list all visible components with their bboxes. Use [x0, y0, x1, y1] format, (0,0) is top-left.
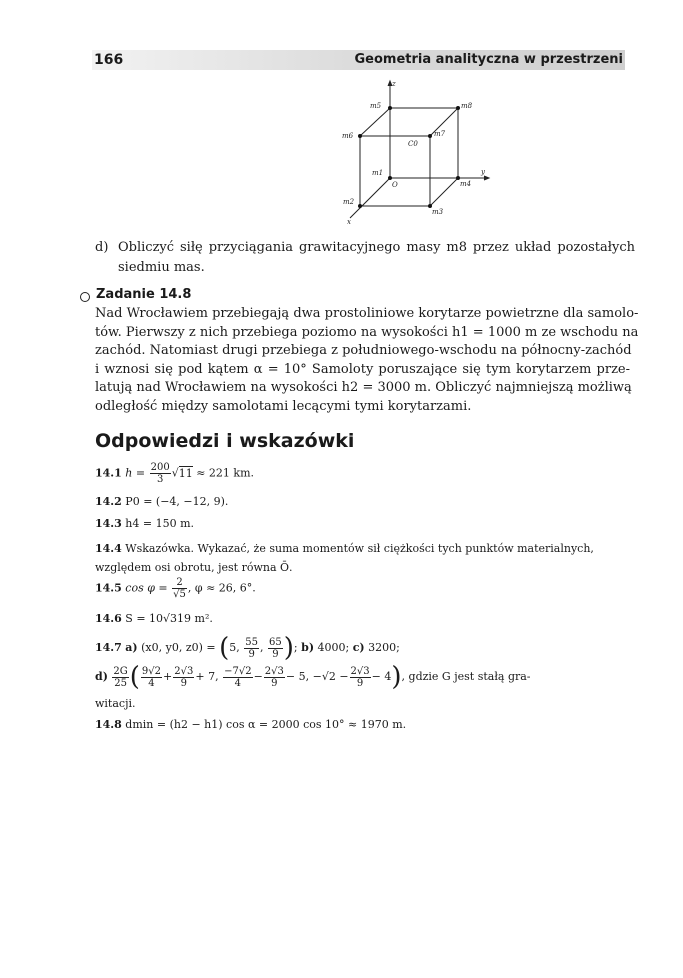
label-x: x: [347, 218, 351, 226]
point-m1: [388, 176, 392, 180]
circle-bullet-icon: [80, 292, 90, 302]
point-m6: [358, 134, 362, 138]
answer-14-2: 14.2 P0 = (−4, −12, 9).: [95, 495, 229, 508]
answer-14-7d: d) $\frac{2G}{25}$ ( $\frac{9√2}{4}$ + $\frac{2√3}{9}$ + 7, $\frac{-7√2}{4}$ − $\frac{2√3}{9}$ − 5, −√2 − $\frac{2√3}{9}$ − 4), gdzie G jest stałą gra-: [95, 662, 531, 692]
label-m5: m5: [370, 102, 382, 110]
answer-14-3: 14.3 h4 = 150 m.: [95, 517, 195, 530]
label-m6: m6: [342, 132, 354, 140]
part-d-label: d): [95, 240, 109, 255]
exercise-line: tów. Pierwszy z nich przebiega poziomo na wysokości h1 = 1000 m ze wschodu na: [95, 324, 639, 340]
point-m5: [388, 106, 392, 110]
point-m8: [456, 106, 460, 110]
page-header: [92, 50, 625, 70]
page-number: 166: [94, 52, 124, 68]
label-m7: m7: [434, 130, 446, 138]
exercise-line: zachód. Natomiast drugi przebiega z południowego-wschodu na północny-zachód: [95, 343, 632, 358]
exercise-line: Nad Wrocławiem przebiegają dwa prostoliniowe korytarze powietrzne dla samolo-: [95, 306, 639, 321]
point-m7: [428, 134, 432, 138]
exercise-body: [95, 305, 639, 416]
label-center: C0: [408, 140, 418, 148]
answer-14-6: 14.6 S = 10√319 m².: [95, 612, 213, 625]
label-m2: m2: [343, 198, 355, 206]
exercise-line: i wznosi się pod kątem α = 10° Samoloty poruszające się tym korytarzem prze-: [95, 361, 630, 377]
label-z: z: [392, 80, 396, 88]
label-m4: m4: [460, 180, 472, 188]
chapter-title: Geometria analityczna w przestrzeni: [354, 52, 623, 67]
label-m1: m1: [372, 169, 384, 177]
label-m3: m3: [432, 208, 444, 216]
cube-figure: [338, 78, 494, 230]
x-axis: [350, 178, 390, 218]
exercise-line: latują nad Wrocławiem na wysokości h2 = 3000 m. Obliczyć najmniejszą możliwą: [95, 380, 632, 395]
answer-14-7d-cont: witacji.: [95, 697, 136, 710]
point-m2: [358, 204, 362, 208]
exercise-line: odległość między samolotami lecącymi tymi korytarzami.: [95, 398, 472, 414]
exercise-title: Zadanie 14.8: [96, 287, 192, 302]
answer-14-4: 14.4 Wskazówka. Wykazać, że suma momentów sił ciężkości tych punktów materialnych, względem osi obrotu, jest równa Ō.: [95, 542, 594, 574]
part-d: [95, 238, 635, 278]
answer-14-1: 14.1 h = $\frac{200}{3}$ √11 ≈ 221 km.: [95, 462, 255, 485]
part-d-text: Obliczyć siłę przyciągania grawitacyjnego masy m8 przez układ pozostałych siedmiu mas.: [118, 240, 635, 275]
answer-14-8: 14.8 dmin = (h2 − h1) cos α = 2000 cos 10° ≈ 1970 m.: [95, 718, 407, 731]
answer-14-5: 14.5 cos φ = $\frac{2}{√5}$ , φ ≈ 26, 6°.: [95, 577, 256, 600]
label-origin: O: [392, 181, 398, 189]
answer-14-7: 14.7 a) (x0, y0, z0) = (5, $\frac{55}{9}$ , $\frac{65}{9}$ ); b) 4000; c) 3200;: [95, 633, 400, 663]
answers-heading: Odpowiedzi i wskazówki: [95, 430, 355, 452]
label-m8: m8: [461, 102, 473, 110]
label-y: y: [481, 168, 485, 176]
